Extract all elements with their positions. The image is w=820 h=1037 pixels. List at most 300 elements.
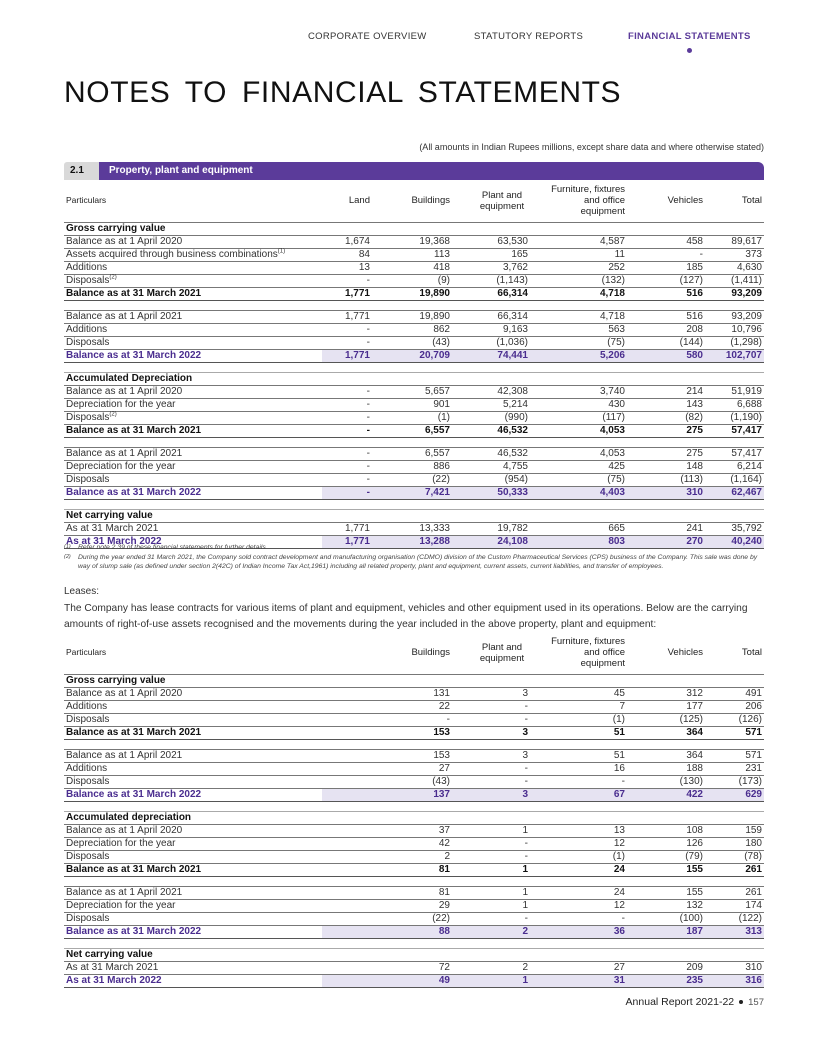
value-cell: 4,053: [530, 424, 627, 437]
row-label: [64, 349, 322, 362]
table-row: [64, 974, 764, 987]
value-cell: 1,771: [322, 349, 372, 362]
col-header: [530, 632, 627, 674]
value-cell: 6,557: [372, 424, 452, 437]
value-cell: 2: [322, 850, 452, 863]
value-cell: 270: [627, 535, 705, 548]
value-cell: (132): [530, 274, 627, 287]
value-cell: 1,771: [322, 287, 372, 300]
value-cell: 88: [322, 925, 452, 938]
row-label-text: Balance as at 31 March 2021: [66, 424, 202, 436]
value-cell: (127): [627, 274, 705, 287]
footnote-1: [64, 543, 764, 553]
value-cell: 3: [452, 687, 530, 700]
value-cell: [627, 674, 705, 687]
value-cell: 45: [530, 687, 627, 700]
value-cell: 108: [627, 824, 705, 837]
row-label-text: Balance as at 1 April 2020: [66, 235, 183, 247]
value-cell: 12: [530, 837, 627, 850]
section-heading-row: [64, 948, 764, 961]
table-row: [64, 762, 764, 775]
value-cell: 102,707: [705, 349, 764, 362]
value-cell: 516: [627, 287, 705, 300]
row-label-text: Balance as at 1 April 2020: [66, 824, 183, 836]
table-row: [64, 349, 764, 362]
value-cell: (126): [705, 713, 764, 726]
value-cell: [452, 372, 530, 385]
top-navigation: [0, 31, 820, 61]
value-cell: 27: [530, 961, 627, 974]
row-label: [64, 762, 322, 775]
value-cell: 310: [705, 961, 764, 974]
value-cell: 3: [452, 749, 530, 762]
spacer-cell: [64, 739, 764, 749]
row-label: [64, 788, 322, 801]
value-cell: 209: [627, 961, 705, 974]
col-header: [530, 180, 627, 222]
section-heading-row: [64, 372, 764, 385]
row-label: [64, 775, 322, 788]
value-cell: 36: [530, 925, 627, 938]
value-cell: -: [627, 248, 705, 261]
value-cell: 89,617: [705, 235, 764, 248]
value-cell: 4,587: [530, 235, 627, 248]
row-label: [64, 925, 322, 938]
row-label: [64, 274, 322, 287]
ppe-table: [64, 180, 764, 549]
value-cell: [530, 372, 627, 385]
value-cell: 3: [452, 788, 530, 801]
value-cell: 1: [452, 824, 530, 837]
value-cell: (122): [705, 912, 764, 925]
value-cell: 1,771: [322, 310, 372, 323]
value-cell: -: [452, 912, 530, 925]
value-cell: (173): [705, 775, 764, 788]
col-header-text: Furniture, fixtures and office equipment: [551, 636, 625, 670]
row-label-text: Balance as at 1 April 2021: [66, 749, 183, 761]
value-cell: -: [322, 398, 372, 411]
value-cell: (9): [372, 274, 452, 287]
value-cell: -: [322, 323, 372, 336]
value-cell: (144): [627, 336, 705, 349]
value-cell: 6,688: [705, 398, 764, 411]
value-cell: (1): [530, 713, 627, 726]
value-cell: 3: [452, 726, 530, 739]
value-cell: 155: [627, 886, 705, 899]
row-label: [64, 912, 322, 925]
value-cell: -: [322, 473, 372, 486]
value-cell: 187: [627, 925, 705, 938]
spacer-row: [64, 362, 764, 372]
row-label: [64, 824, 322, 837]
row-label-text: Depreciation for the year: [66, 899, 176, 911]
value-cell: 430: [530, 398, 627, 411]
table-row: [64, 522, 764, 535]
value-cell: 231: [705, 762, 764, 775]
value-cell: (22): [322, 912, 452, 925]
value-cell: 241: [627, 522, 705, 535]
table-row: [64, 336, 764, 349]
value-cell: 4,403: [530, 486, 627, 499]
footnote-ref: (2): [109, 274, 117, 281]
row-label-text: Depreciation for the year: [66, 837, 176, 849]
table-row: [64, 287, 764, 300]
value-cell: 7,421: [372, 486, 452, 499]
value-cell: 5,206: [530, 349, 627, 362]
row-label-text: Accumulated Depreciation: [66, 372, 193, 384]
table-row: [64, 310, 764, 323]
value-cell: 63,530: [452, 235, 530, 248]
value-cell: (1): [372, 411, 452, 424]
row-label: [64, 235, 322, 248]
value-cell: 174: [705, 899, 764, 912]
value-cell: -: [452, 713, 530, 726]
table-row: [64, 700, 764, 713]
col-header: [452, 632, 530, 674]
value-cell: 1,771: [322, 522, 372, 535]
value-cell: -: [322, 385, 372, 398]
footnote-text: Refer note 2.39 of these financial statements for further details: [78, 544, 266, 551]
value-cell: 2: [452, 925, 530, 938]
spacer-cell: [64, 876, 764, 886]
value-cell: 275: [627, 447, 705, 460]
value-cell: [452, 222, 530, 235]
separator-dot-icon: [739, 1000, 743, 1004]
table-row: [64, 235, 764, 248]
row-label-text: Accumulated depreciation: [66, 811, 192, 823]
value-cell: 1,674: [322, 235, 372, 248]
nav-statutory-reports[interactable]: STATUTORY REPORTS: [474, 31, 584, 42]
spacer-row: [64, 437, 764, 447]
lease-table-body: [64, 674, 764, 987]
value-cell: [627, 948, 705, 961]
value-cell: -: [452, 850, 530, 863]
value-cell: 51,919: [705, 385, 764, 398]
table-row: [64, 274, 764, 287]
spacer-row: [64, 300, 764, 310]
value-cell: 131: [322, 687, 452, 700]
row-label: [64, 713, 322, 726]
value-cell: [452, 948, 530, 961]
spacer-row: [64, 739, 764, 749]
value-cell: 6,214: [705, 460, 764, 473]
col-header: Total: [741, 195, 762, 207]
value-cell: [322, 509, 372, 522]
col-header: Buildings: [411, 195, 450, 207]
value-cell: [530, 674, 627, 687]
value-cell: -: [452, 775, 530, 788]
footnote-text: During the year ended 31 March 2021, the Company sold contract development and manufacturing organisation (CDMO) division of the Custom Pharmaceutical Services (CPS) business of the Company. This sale was done by way of slump sale (as defined under section 2(42C) of Indian Income Tax Act,1961) including all related property, plant and equipment, current assets, current liabilities, and transfer of employees.: [78, 553, 758, 570]
value-cell: 27: [322, 762, 452, 775]
value-cell: 364: [627, 749, 705, 762]
value-cell: 42,308: [452, 385, 530, 398]
row-label: [64, 323, 322, 336]
value-cell: 373: [705, 248, 764, 261]
value-cell: 2: [452, 961, 530, 974]
value-cell: (43): [322, 775, 452, 788]
row-label: [64, 336, 322, 349]
value-cell: (125): [627, 713, 705, 726]
value-cell: 50,333: [452, 486, 530, 499]
value-cell: (113): [627, 473, 705, 486]
row-label: [64, 447, 322, 460]
value-cell: 188: [627, 762, 705, 775]
col-header: Particulars: [66, 195, 107, 206]
nav-financial-statements[interactable]: FINANCIAL STATEMENTS: [628, 31, 751, 42]
col-header-text: Furniture, fixtures and office equipment: [551, 184, 625, 218]
value-cell: -: [322, 460, 372, 473]
table-row: [64, 323, 764, 336]
row-label-text: Balance as at 31 March 2022: [66, 349, 202, 361]
row-label: [64, 749, 322, 762]
spacer-cell: [64, 437, 764, 447]
value-cell: [705, 948, 764, 961]
row-label: [64, 222, 322, 235]
value-cell: 310: [627, 486, 705, 499]
table-row: [64, 899, 764, 912]
row-label-text: Gross carrying value: [66, 674, 166, 686]
table-row: [64, 925, 764, 938]
value-cell: (130): [627, 775, 705, 788]
row-label: [64, 424, 322, 437]
row-label-text: As at 31 March 2022: [66, 535, 162, 547]
table-row: [64, 385, 764, 398]
value-cell: [372, 509, 452, 522]
row-label: [64, 460, 322, 473]
page-title: NOTES TO FINANCIAL STATEMENTS: [64, 76, 622, 109]
spacer-row: [64, 876, 764, 886]
table-header-row: [64, 632, 764, 674]
value-cell: 31: [530, 974, 627, 987]
value-cell: 313: [705, 925, 764, 938]
row-label-text: Disposals: [66, 411, 110, 423]
footnotes: [64, 543, 764, 572]
value-cell: 180: [705, 837, 764, 850]
section-title: Property, plant and equipment: [99, 162, 764, 180]
row-label-text: Disposals: [66, 775, 110, 787]
value-cell: 901: [372, 398, 452, 411]
section-heading-row: [64, 222, 764, 235]
value-cell: 886: [372, 460, 452, 473]
row-label-text: Net carrying value: [66, 509, 153, 521]
row-label-text: Balance as at 1 April 2021: [66, 447, 183, 459]
value-cell: -: [452, 700, 530, 713]
value-cell: 261: [705, 863, 764, 876]
table-header-row: [64, 180, 764, 222]
value-cell: 11: [530, 248, 627, 261]
value-cell: 5,657: [372, 385, 452, 398]
spacer-row: [64, 801, 764, 811]
value-cell: 165: [452, 248, 530, 261]
row-label-text: Balance as at 31 March 2021: [66, 863, 202, 875]
row-label-text: Depreciation for the year: [66, 460, 176, 472]
spacer-cell: [64, 801, 764, 811]
value-cell: [627, 222, 705, 235]
row-label: [64, 687, 322, 700]
value-cell: (1): [530, 850, 627, 863]
col-header: Vehicles: [667, 195, 703, 207]
value-cell: 19,890: [372, 310, 452, 323]
value-cell: [530, 222, 627, 235]
row-label: [64, 837, 322, 850]
ppe-table-body: [64, 222, 764, 548]
value-cell: 19,890: [372, 287, 452, 300]
value-cell: (1,036): [452, 336, 530, 349]
value-cell: -: [322, 713, 452, 726]
row-label: [64, 899, 322, 912]
value-cell: 275: [627, 424, 705, 437]
footnote-mark: (2): [64, 553, 71, 560]
value-cell: 261: [705, 886, 764, 899]
value-cell: 143: [627, 398, 705, 411]
col-header: Total: [741, 647, 762, 659]
value-cell: 113: [372, 248, 452, 261]
value-cell: 185: [627, 261, 705, 274]
value-cell: 9,163: [452, 323, 530, 336]
row-label: [64, 310, 322, 323]
row-label: [64, 863, 322, 876]
row-label-text: Gross carrying value: [66, 222, 166, 234]
value-cell: 458: [627, 235, 705, 248]
row-label: [64, 473, 322, 486]
row-label-text: Disposals: [66, 850, 110, 862]
row-label-text: Net carrying value: [66, 948, 153, 960]
table-row: [64, 261, 764, 274]
value-cell: 422: [627, 788, 705, 801]
col-header: Particulars: [66, 647, 107, 658]
value-cell: 66,314: [452, 310, 530, 323]
row-label-text: Disposals: [66, 473, 110, 485]
footnote-ref: (1): [277, 248, 286, 255]
row-label: [64, 509, 322, 522]
value-cell: 81: [322, 863, 452, 876]
row-label: [64, 261, 322, 274]
row-label-text: Balance as at 31 March 2021: [66, 287, 202, 299]
col-header-text: Plant and equipment: [479, 189, 525, 212]
value-cell: 1: [452, 886, 530, 899]
value-cell: [322, 811, 452, 824]
row-label-text: Depreciation for the year: [66, 398, 176, 410]
value-cell: 159: [705, 824, 764, 837]
row-label: [64, 726, 322, 739]
value-cell: 84: [322, 248, 372, 261]
row-label-text: Disposals: [66, 912, 110, 924]
value-cell: 5,214: [452, 398, 530, 411]
value-cell: -: [530, 912, 627, 925]
row-label-text: Disposals: [66, 336, 110, 348]
value-cell: 316: [705, 974, 764, 987]
row-label-text: Balance as at 31 March 2021: [66, 726, 202, 738]
row-label-text: Additions: [66, 762, 108, 774]
value-cell: 580: [627, 349, 705, 362]
value-cell: 74,441: [452, 349, 530, 362]
row-label: [64, 961, 322, 974]
table-row: [64, 248, 764, 261]
value-cell: 563: [530, 323, 627, 336]
col-header: Land: [348, 195, 370, 207]
value-cell: 46,532: [452, 447, 530, 460]
table-row: [64, 961, 764, 974]
value-cell: 629: [705, 788, 764, 801]
page-number: 157: [748, 997, 764, 1008]
row-label: [64, 411, 322, 424]
value-cell: [627, 811, 705, 824]
row-label-text: As at 31 March 2021: [66, 961, 159, 973]
value-cell: (43): [372, 336, 452, 349]
section-heading-row: [64, 674, 764, 687]
value-cell: 235: [627, 974, 705, 987]
row-label-text: As at 31 March 2021: [66, 522, 159, 534]
value-cell: -: [452, 837, 530, 850]
row-label-text: Balance as at 31 March 2022: [66, 486, 202, 498]
value-cell: 57,417: [705, 424, 764, 437]
value-cell: [322, 222, 372, 235]
value-cell: (22): [372, 473, 452, 486]
value-cell: -: [322, 447, 372, 460]
amount-note: (All amounts in Indian Rupees millions, except share data and where otherwise stated): [419, 142, 764, 152]
value-cell: 24: [530, 863, 627, 876]
value-cell: 126: [627, 837, 705, 850]
table-row: [64, 486, 764, 499]
value-cell: 16: [530, 762, 627, 775]
value-cell: 803: [530, 535, 627, 548]
value-cell: 24,108: [452, 535, 530, 548]
value-cell: [705, 811, 764, 824]
table-row: [64, 411, 764, 424]
row-label: [64, 674, 322, 687]
value-cell: 57,417: [705, 447, 764, 460]
value-cell: (75): [530, 473, 627, 486]
row-label-text: Balance as at 1 April 2020: [66, 385, 183, 397]
nav-corporate-overview[interactable]: CORPORATE OVERVIEW: [308, 31, 427, 42]
value-cell: 665: [530, 522, 627, 535]
value-cell: 137: [322, 788, 452, 801]
row-label: [64, 248, 322, 261]
lease-table: [64, 632, 764, 988]
value-cell: (78): [705, 850, 764, 863]
value-cell: [705, 222, 764, 235]
row-label: [64, 886, 322, 899]
value-cell: [627, 509, 705, 522]
value-cell: [705, 509, 764, 522]
value-cell: 3,740: [530, 385, 627, 398]
value-cell: 37: [322, 824, 452, 837]
value-cell: [322, 948, 452, 961]
value-cell: 4,053: [530, 447, 627, 460]
row-label: [64, 974, 322, 987]
value-cell: (1,190): [705, 411, 764, 424]
value-cell: -: [322, 411, 372, 424]
leases-heading: Leases:: [64, 586, 100, 597]
value-cell: 571: [705, 749, 764, 762]
value-cell: 1: [452, 974, 530, 987]
col-header-text: Plant and equipment: [479, 641, 525, 664]
table-row: [64, 788, 764, 801]
table-row: [64, 749, 764, 762]
value-cell: 10,796: [705, 323, 764, 336]
value-cell: 49: [322, 974, 452, 987]
value-cell: -: [322, 424, 372, 437]
value-cell: [705, 674, 764, 687]
row-label: [64, 385, 322, 398]
row-label: [64, 398, 322, 411]
value-cell: 22: [322, 700, 452, 713]
col-header: Vehicles: [667, 647, 703, 659]
footnote-2: [64, 553, 764, 572]
value-cell: 13,333: [372, 522, 452, 535]
row-label-text: Balance as at 31 March 2022: [66, 925, 202, 937]
value-cell: [530, 811, 627, 824]
